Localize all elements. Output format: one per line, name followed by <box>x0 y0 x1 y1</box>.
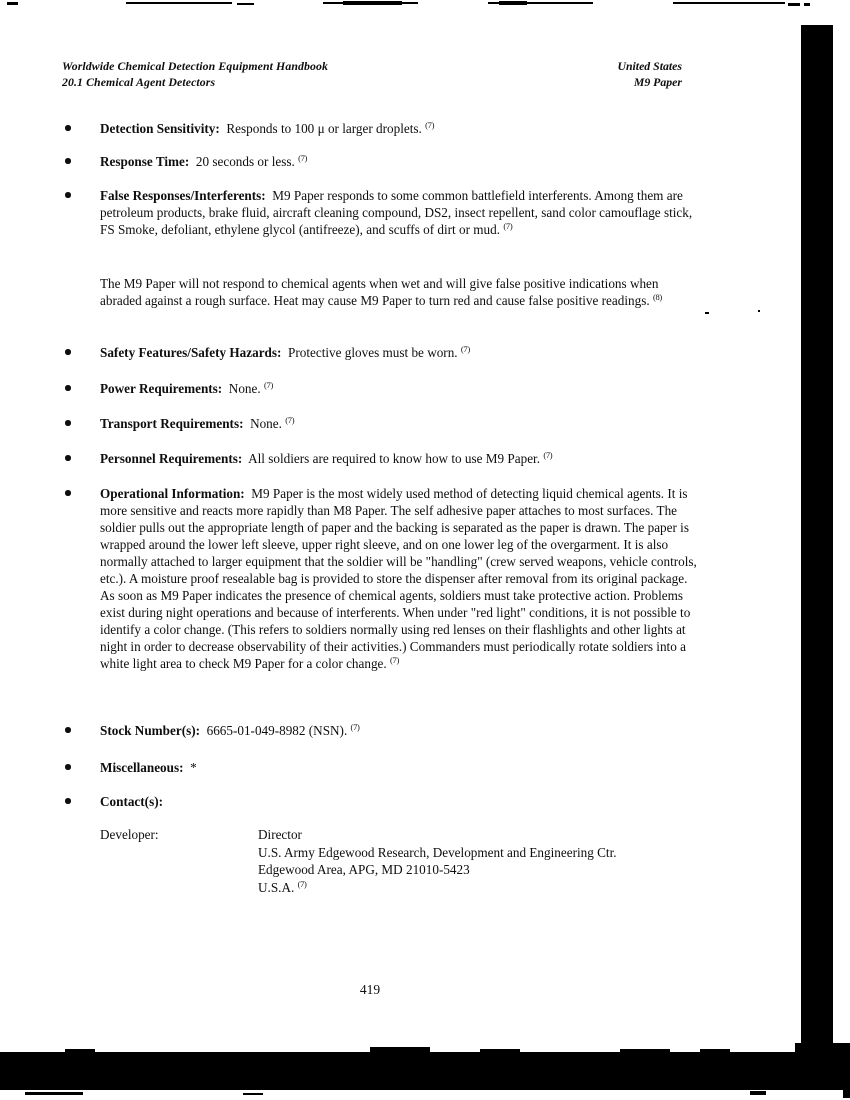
country-label: United States <box>617 59 682 73</box>
footnote-ref: (7) <box>298 153 308 163</box>
bullet-text <box>100 153 698 170</box>
field-value: M9 Paper responds to some common battlefield interferents. Among them are petroleum products, brake fluid, aircraft cleaning compound, DS2, insect repellent, sand color camouflage stick, FS Smoke, defoliant, ethylene glycol (antifreeze), and scuffs of dirt or mud. <box>100 188 693 237</box>
field-label: Miscellaneous: <box>100 760 184 775</box>
footnote-ref: (8) <box>652 292 662 302</box>
contact-address: Edgewood Area, APG, MD 21010-5423 <box>258 862 470 877</box>
scan-artifact <box>126 2 232 4</box>
bullet-icon <box>62 450 100 461</box>
field-value: Protective gloves must be worn. <box>281 345 461 360</box>
scan-artifact <box>7 2 18 5</box>
header-left <box>62 58 328 90</box>
bullet-text <box>100 415 698 432</box>
contact-country-text: U.S.A. <box>258 879 298 895</box>
bullet-operational-information <box>62 485 710 672</box>
footnote-ref: (7) <box>297 878 307 889</box>
handbook-title: Worldwide Chemical Detection Equipment Handbook <box>62 59 328 73</box>
note-text: The M9 Paper will not respond to chemical agents when wet and will give false positive indications when abraded against a rough surface. Heat may cause M9 Paper to turn red and cause false positive readings. <box>100 276 659 308</box>
bullet-false-responses <box>62 187 710 238</box>
field-label: Contact(s): <box>100 794 163 809</box>
bullet-text <box>100 187 698 238</box>
bullet-text <box>100 722 698 739</box>
field-label: Operational Information: <box>100 486 245 501</box>
scan-artifact <box>804 3 810 6</box>
developer-contact <box>100 826 700 896</box>
bullet-icon <box>62 153 100 164</box>
bullet-safety-features <box>62 344 710 361</box>
bullet-icon <box>62 344 100 355</box>
field-value: None. <box>222 381 264 396</box>
contact-role: Director <box>258 827 302 842</box>
field-label: Stock Number(s): <box>100 723 200 738</box>
scan-artifact <box>788 3 800 6</box>
field-value: Responds to 100 μ or larger droplets. <box>219 121 426 136</box>
scan-speck <box>758 310 760 312</box>
bullet-icon <box>62 120 100 131</box>
bullet-icon <box>62 187 100 198</box>
footnote-ref: (7) <box>350 722 360 732</box>
footnote-ref: (7) <box>285 415 295 425</box>
scan-black-bar-right <box>801 25 833 1055</box>
scan-artifact <box>243 1093 263 1095</box>
bullet-icon <box>62 793 100 804</box>
bullet-text <box>100 120 698 137</box>
footnote-ref: (7) <box>543 450 553 460</box>
bullet-detection-sensitivity <box>62 120 710 137</box>
scan-black-band-bottom <box>0 1052 850 1090</box>
scan-artifact <box>673 2 785 4</box>
bullet-text <box>100 450 698 467</box>
bullet-icon <box>62 415 100 426</box>
field-label: False Responses/Interferents: <box>100 188 266 203</box>
bullet-text <box>100 793 698 810</box>
scan-artifact <box>843 1090 850 1098</box>
field-value: All soldiers are required to know how to use M9 Paper. <box>242 451 544 466</box>
field-label: Response Time: <box>100 154 190 169</box>
bullet-text <box>100 759 698 776</box>
false-responses-note <box>100 275 698 309</box>
field-label: Detection Sensitivity: <box>100 121 220 136</box>
field-value: M9 Paper is the most widely used method of detecting liquid chemical agents. It is more sensitive and reacts more rapidly than M8 Paper. The self adhesive paper attaches to most surfaces. The soldier pulls out the appropriate length of paper and the backing is separated as the paper is drawn. The paper is wrapped around the lower left sleeve, upper right sleeve, and on one lower leg of the overgarment. It is also normally attached to larger equipment that the soldier will be "handling" (crew served weapons, vehicle controls, etc.). A moisture proof resealable bag is provided to store the dispenser after removal from its original package. As soon as M9 Paper indicates the presence of chemical agents, soldiers must take protective action. Problems exist during night operations and because of interferents. When under "red light" conditions, it is not possible to identify a color change. (This refers to soldiers normally using red lenses on their flashlights and other lights at night in order to decrease observability of their activities.) Commanders must periodically rotate soldiers into a white light area to check M9 Paper for a color change. <box>100 486 697 671</box>
footnote-ref: (7) <box>460 344 470 354</box>
contact-country <box>258 879 700 897</box>
developer-address <box>258 826 700 896</box>
bullet-text <box>100 485 698 672</box>
field-label: Power Requirements: <box>100 381 223 396</box>
page-number: 419 <box>359 982 381 997</box>
scan-artifact <box>343 1 402 5</box>
footnote-ref: (7) <box>390 655 400 665</box>
bullet-miscellaneous <box>62 759 710 776</box>
bullet-response-time <box>62 153 710 170</box>
bullet-transport-requirements <box>62 415 710 432</box>
bullet-text <box>100 380 698 397</box>
field-value: None. <box>243 416 286 431</box>
footnote-ref: (7) <box>425 120 435 130</box>
field-value: 6665-01-049-8982 (NSN). <box>200 723 351 738</box>
equipment-name: M9 Paper <box>633 75 682 89</box>
bullet-text <box>100 344 698 361</box>
bullet-personnel-requirements <box>62 450 710 467</box>
bullet-stock-numbers <box>62 722 710 739</box>
bullet-icon <box>62 485 100 496</box>
scan-artifact <box>25 1092 83 1095</box>
scan-artifact <box>750 1091 766 1095</box>
footnote-ref: (7) <box>503 221 513 231</box>
section-title: 20.1 Chemical Agent Detectors <box>62 75 216 89</box>
field-label: Safety Features/Safety Hazards: <box>100 345 282 360</box>
bullet-icon <box>62 380 100 391</box>
field-value: 20 seconds or less. <box>189 154 299 169</box>
bullet-icon <box>62 722 100 733</box>
header-right <box>480 58 682 90</box>
bullet-power-requirements <box>62 380 710 397</box>
bullet-contacts <box>62 793 710 810</box>
field-label: Personnel Requirements: <box>100 451 243 466</box>
scan-artifact <box>237 3 254 5</box>
developer-label: Developer: <box>100 827 159 842</box>
footnote-ref: (7) <box>263 380 273 390</box>
scan-speck <box>705 312 709 314</box>
field-value: * <box>183 760 197 775</box>
contact-org: U.S. Army Edgewood Research, Development and Engineering Ctr. <box>258 844 617 860</box>
scan-artifact <box>499 1 527 5</box>
bullet-icon <box>62 759 100 770</box>
field-label: Transport Requirements: <box>100 416 244 431</box>
